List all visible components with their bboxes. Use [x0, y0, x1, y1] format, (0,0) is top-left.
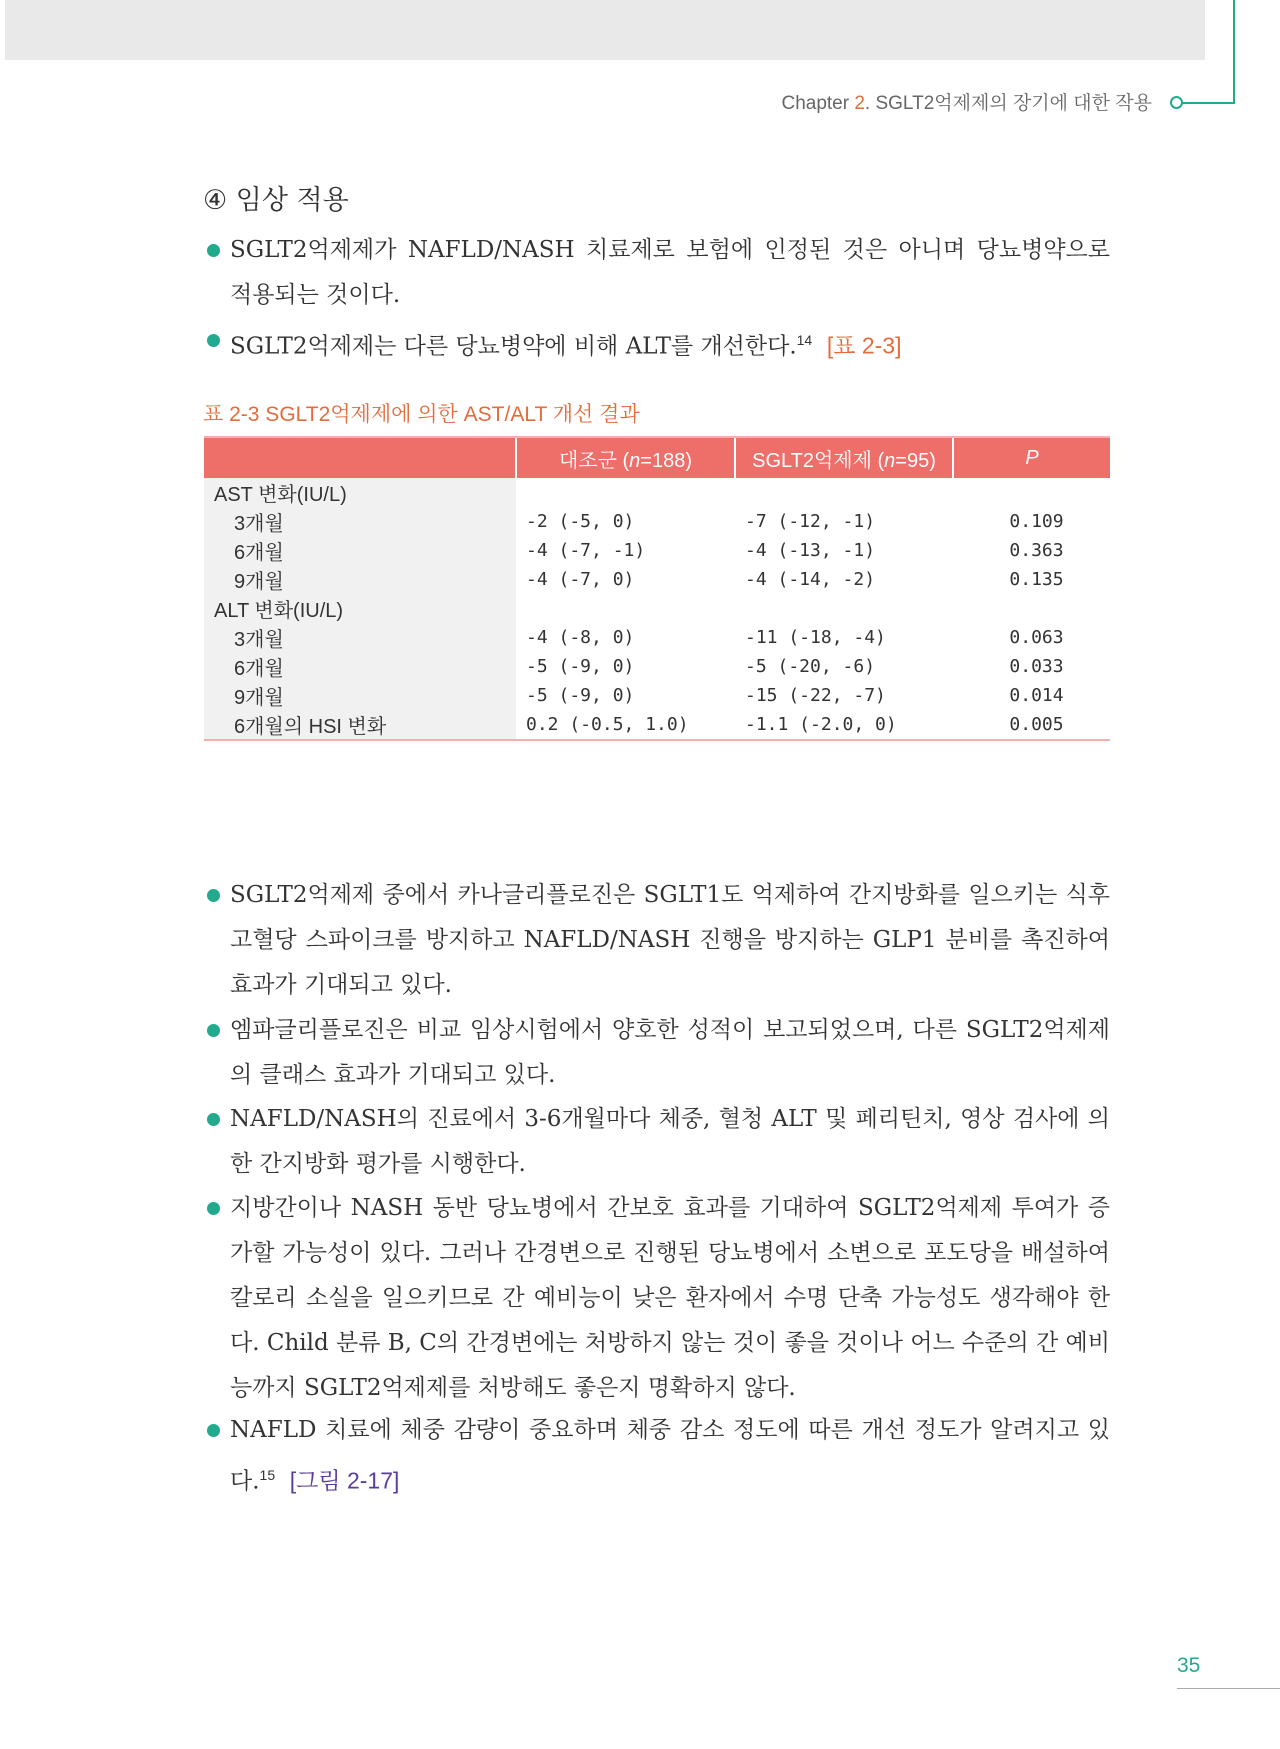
chapter-heading [781, 88, 1152, 115]
cell-p: 0.063 [1009, 627, 1064, 648]
row-label: 3개월 [204, 623, 516, 652]
row-label: 6개월의 HSI 변화 [204, 710, 516, 740]
table-caption: 표 2-3 SGLT2억제제에 의한 AST/ALT 개선 결과 [203, 403, 640, 426]
chapter-number: 2 [854, 93, 865, 114]
chapter-prefix: Chapter [781, 93, 855, 114]
bullet-item [230, 1097, 1110, 1187]
page-number-underline [1177, 1688, 1280, 1689]
cell-control: -5 (-9, 0) [526, 656, 635, 677]
bullet-text: SGLT2억제제가 NAFLD/NASH 치료제로 보험에 인정된 것은 아니며 당뇨병약으로 적용되는 것이다. [230, 237, 1110, 308]
header-bar [5, 0, 1205, 60]
table-row [204, 623, 1110, 652]
table-row [204, 536, 1110, 565]
bullet-item [230, 1008, 1110, 1098]
table-row [204, 478, 1110, 507]
cell-sglt2: -15 (-22, -7) [745, 685, 886, 706]
cell-sglt2 [735, 594, 953, 623]
header-accent-line [1233, 0, 1235, 104]
results-table [204, 436, 1110, 741]
header-cell-control: 대조군 (n=188) [516, 437, 735, 478]
table-row [204, 565, 1110, 594]
figure-reference-link[interactable]: [그림 2-17] [289, 1467, 400, 1494]
bullet-item [230, 318, 1110, 370]
cell-control [516, 594, 735, 623]
row-label: 6개월 [204, 536, 516, 565]
cell-sglt2: -1.1 (-2.0, 0) [735, 710, 953, 740]
bullet-item [230, 873, 1110, 1008]
cell-p: 0.033 [1009, 656, 1064, 677]
bullet-text: SGLT2억제제는 다른 당뇨병약에 비해 ALT를 개선한다. [230, 333, 797, 360]
cell-control: 0.2 (-0.5, 1.0) [516, 710, 735, 740]
chapter-title: . SGLT2억제제의 장기에 대한 작용 [864, 93, 1152, 114]
bullet-item [230, 228, 1110, 318]
table-row [204, 710, 1110, 740]
table-row [204, 652, 1110, 681]
table-row [204, 681, 1110, 710]
header-cell-sglt2: SGLT2억제제 (n=95) [735, 437, 953, 478]
cell-control: -4 (-7, -1) [526, 540, 646, 561]
cell-p: 0.109 [1009, 511, 1064, 532]
cell-sglt2: -5 (-20, -6) [745, 656, 876, 677]
header-cell-p: P [953, 437, 1110, 478]
row-label: 9개월 [204, 565, 516, 594]
cell-sglt2: -4 (-13, -1) [745, 540, 876, 561]
page-number: 35 [1177, 1654, 1201, 1677]
cell-sglt2 [735, 478, 953, 507]
footnote-ref: 15 [259, 1467, 276, 1483]
bullet-text: 지방간이나 NASH 동반 당뇨병에서 간보호 효과를 기대하여 SGLT2억제제 투여가 증가할 가능성이 있다. 그러나 간경변으로 진행된 당뇨병에서 소변으로 포도당을 배설하여 칼로리 소실을 일으키므로 간 예비능이 낮은 환자에서 수명 단축 가능성도 생각해야 한다. Child 분류 B, C의 간경변에는 처방하지 않는 것이 좋을 것이나 어느 수준의 간 예비능까지 SGLT2억제제를 처방해도 좋은지 명확하지 않다. [230, 1195, 1110, 1401]
footnote-ref: 14 [796, 332, 813, 348]
table-row [204, 507, 1110, 536]
header-accent-dot [1170, 96, 1183, 109]
cell-control: -4 (-8, 0) [526, 627, 635, 648]
bullet-text: NAFLD 치료에 체중 감량이 중요하며 체중 감소 정도에 따른 개선 정도가 알려지고 있다. [230, 1417, 1110, 1495]
bullet-item [230, 1186, 1110, 1411]
cell-p [953, 478, 1110, 507]
table-reference-link[interactable]: [표 2-3] [826, 332, 902, 359]
cell-sglt2: -4 (-14, -2) [745, 569, 876, 590]
row-label: 6개월 [204, 652, 516, 681]
cell-p: 0.014 [1009, 685, 1064, 706]
section-title: ④ 임상 적용 [203, 185, 349, 216]
header-cell-blank [204, 437, 516, 478]
cell-p: 0.135 [1009, 569, 1064, 590]
row-label: AST 변화(IU/L) [204, 478, 516, 507]
row-label: ALT 변화(IU/L) [204, 594, 516, 623]
table-header-row [204, 437, 1110, 478]
cell-p [953, 594, 1110, 623]
cell-p: 0.363 [1009, 540, 1064, 561]
header-accent-line-horizontal [1180, 102, 1235, 104]
bullet-text: SGLT2억제제 중에서 카나글리플로진은 SGLT1도 억제하여 간지방화를 일으키는 식후 고혈당 스파이크를 방지하고 NAFLD/NASH 진행을 방지하는 GLP1 분비를 촉진하여 효과가 기대되고 있다. [230, 882, 1110, 998]
cell-control: -2 (-5, 0) [526, 511, 635, 532]
cell-p: 0.005 [953, 710, 1110, 740]
bullet-item [230, 1408, 1110, 1505]
row-label: 9개월 [204, 681, 516, 710]
row-label: 3개월 [204, 507, 516, 536]
bullet-text: NAFLD/NASH의 진료에서 3-6개월마다 체중, 혈청 ALT 및 페리틴치, 영상 검사에 의한 간지방화 평가를 시행한다. [230, 1106, 1110, 1177]
cell-sglt2: -7 (-12, -1) [745, 511, 876, 532]
cell-control [516, 478, 735, 507]
cell-control: -5 (-9, 0) [526, 685, 635, 706]
cell-control: -4 (-7, 0) [526, 569, 635, 590]
bullet-text: 엠파글리플로진은 비교 임상시험에서 양호한 성적이 보고되었으며, 다른 SGLT2억제제의 클래스 효과가 기대되고 있다. [230, 1017, 1110, 1088]
cell-sglt2: -11 (-18, -4) [745, 627, 886, 648]
table-row [204, 594, 1110, 623]
